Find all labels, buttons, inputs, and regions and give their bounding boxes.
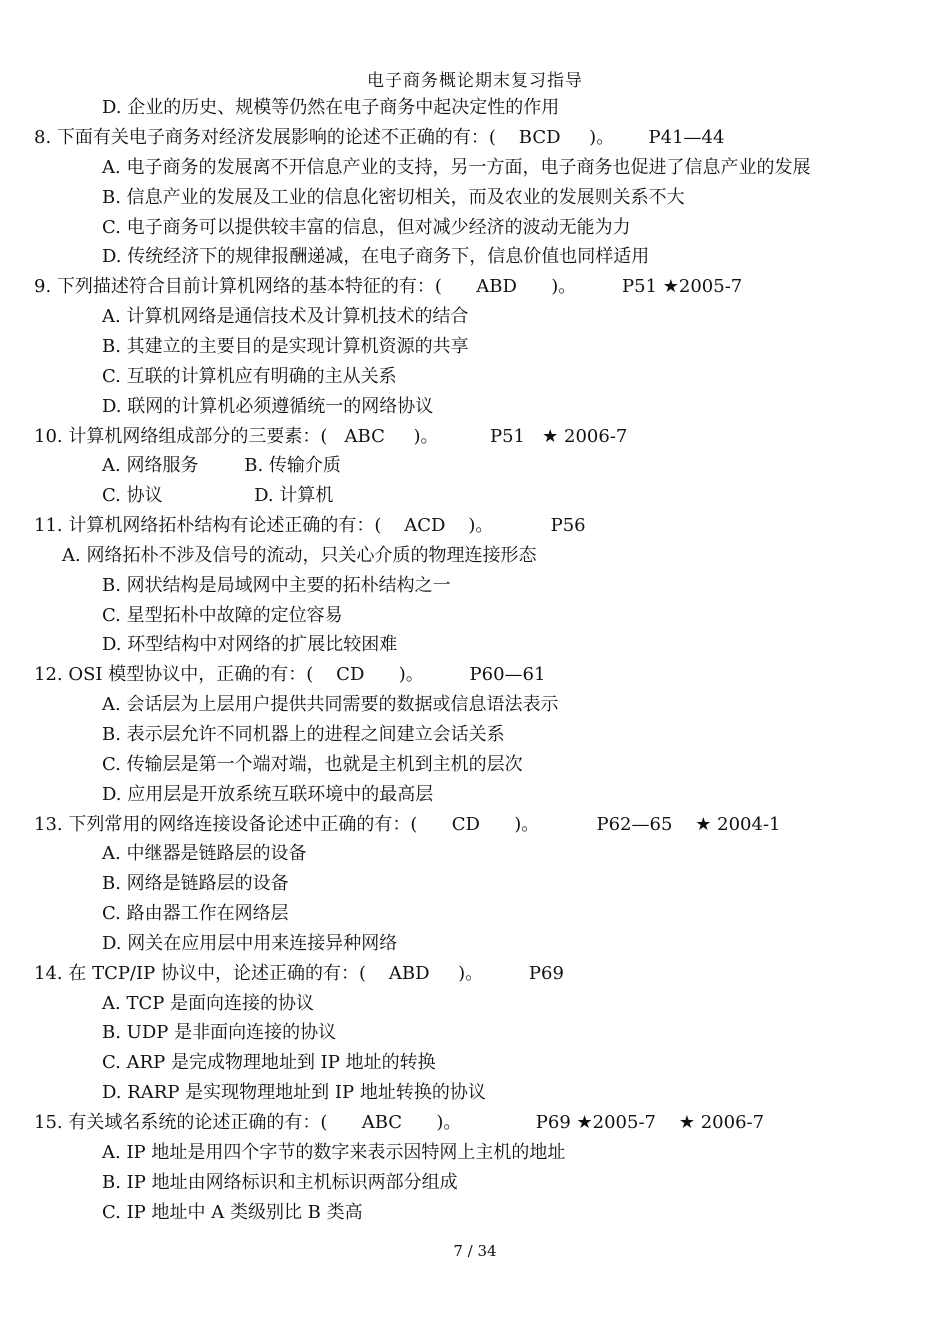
question-line: 15. 有关域名系统的论述正确的有：( ABC )。 P69 ★2005-7 ★ 2006-7 <box>34 1112 765 1133</box>
option-line: A. 中继器是链路层的设备 <box>102 843 307 864</box>
option-line: C. 传输层是第一个端对端，也就是主机到主机的层次 <box>102 754 523 775</box>
option-line: B. 信息产业的发展及工业的信息化密切相关，而及农业的发展则关系不大 <box>102 187 685 208</box>
question-line: 9. 下列描述符合目前计算机网络的基本特征的有：( ABD )。 P51 ★2005-7 <box>34 276 743 297</box>
option-line: B. 网络是链路层的设备 <box>102 873 289 894</box>
option-line: A. 网络服务 B. 传输介质 <box>102 455 341 476</box>
question-line: 8. 下面有关电子商务对经济发展影响的论述不正确的有：( BCD )。 P41—44 <box>34 127 725 148</box>
option-line: B. 网状结构是局域网中主要的拓朴结构之一 <box>102 575 451 596</box>
option-line: C. 电子商务可以提供较丰富的信息，但对减少经济的波动无能为力 <box>102 217 631 238</box>
option-line: C. 路由器工作在网络层 <box>102 903 289 924</box>
option-line: D. 联网的计算机必须遵循统一的网络协议 <box>102 396 434 417</box>
option-line: A. 网络拓朴不涉及信号的流动，只关心介质的物理连接形态 <box>62 545 537 566</box>
question-line: 12. OSI 模型协议中，正确的有：( CD )。 P60—61 <box>34 664 546 685</box>
option-line: C. 协议 D. 计算机 <box>102 485 334 506</box>
option-line: C. 互联的计算机应有明确的主从关系 <box>102 366 397 387</box>
option-line: A. 电子商务的发展离不开信息产业的支持，另一方面，电子商务也促进了信息产业的发展 <box>102 157 811 178</box>
option-line: A. 计算机网络是通信技术及计算机技术的结合 <box>102 306 469 327</box>
option-line: D. 企业的历史、规模等仍然在电子商务中起决定性的作用 <box>102 97 560 118</box>
question-line: 13. 下列常用的网络连接设备论述中正确的有：( CD )。 P62—65 ★ 2004-1 <box>34 814 781 835</box>
question-line: 14. 在 TCP/IP 协议中，论述正确的有：( ABD )。 P69 <box>34 963 564 984</box>
question-line: 10. 计算机网络组成部分的三要素：( ABC )。 P51 ★ 2006-7 <box>34 426 628 447</box>
option-line: B. UDP 是非面向连接的协议 <box>102 1022 337 1043</box>
option-line: A. TCP 是面向连接的协议 <box>102 993 315 1014</box>
option-line: D. RARP 是实现物理地址到 IP 地址转换的协议 <box>102 1082 486 1103</box>
option-line: D. 网关在应用层中用来连接异种网络 <box>102 933 398 954</box>
option-line: D. 传统经济下的规律报酬递减，在电子商务下，信息价值也同样适用 <box>102 246 650 267</box>
option-line: D. 应用层是开放系统互联环境中的最高层 <box>102 784 434 805</box>
option-line: C. ARP 是完成物理地址到 IP 地址的转换 <box>102 1052 436 1073</box>
option-line: A. 会话层为上层用户提供共同需要的数据或信息语法表示 <box>102 694 559 715</box>
option-line: B. 表示层允许不同机器上的进程之间建立会话关系 <box>102 724 505 745</box>
option-line: B. IP 地址由网络标识和主机标识两部分组成 <box>102 1172 458 1193</box>
option-line: C. 星型拓朴中故障的定位容易 <box>102 605 343 626</box>
page-header: 电子商务概论期末复习指导 <box>367 71 583 91</box>
page-number: 7 / 34 <box>453 1242 497 1260</box>
option-line: B. 其建立的主要目的是实现计算机资源的共享 <box>102 336 469 357</box>
option-line: A. IP 地址是用四个字节的数字来表示因特网上主机的地址 <box>102 1142 566 1163</box>
option-line: D. 环型结构中对网络的扩展比较困难 <box>102 634 398 655</box>
question-line: 11. 计算机网络拓朴结构有论述正确的有：( ACD )。 P56 <box>34 515 586 536</box>
option-line: C. IP 地址中 A 类级别比 B 类高 <box>102 1202 363 1223</box>
